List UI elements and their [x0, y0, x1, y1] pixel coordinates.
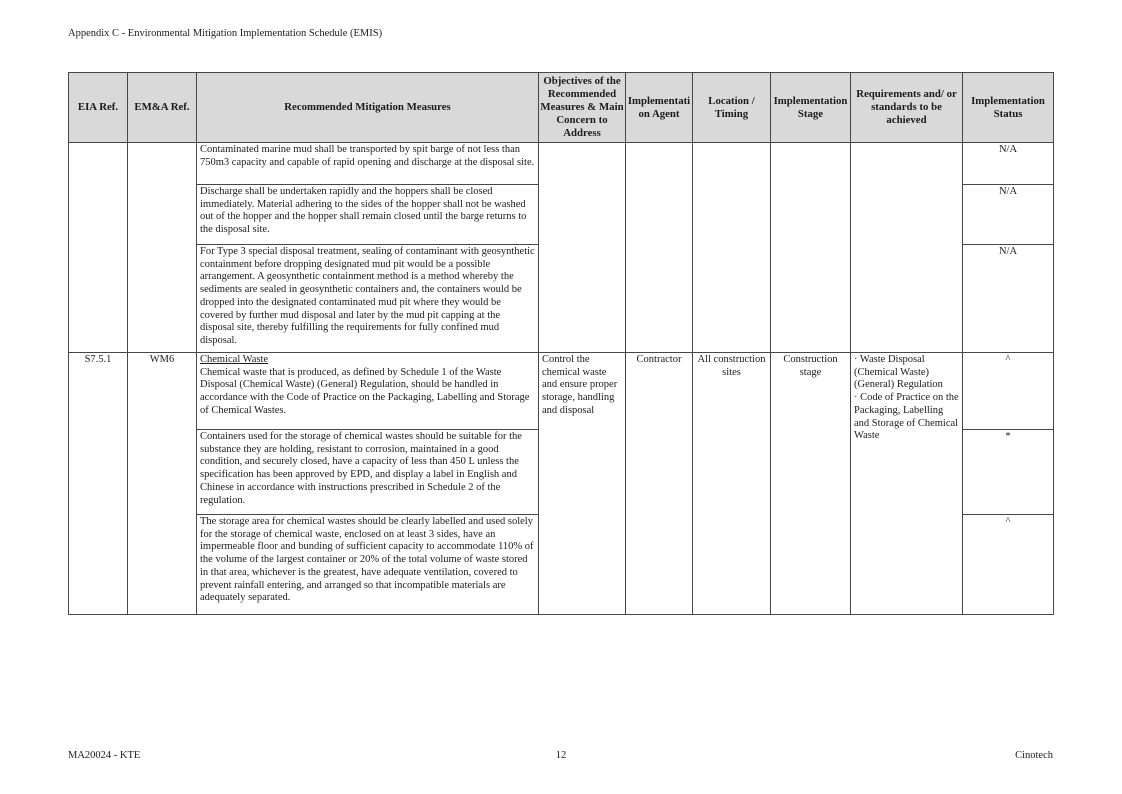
- cell-measure: Discharge shall be undertaken rapidly and the hoppers shall be closed immediately. Material adhering to the sides of the hopper shall not be washed out of the hopper and the hopper shall remain closed until the barge returns to the disposal site.: [197, 185, 539, 245]
- table-header-row: [69, 73, 1054, 143]
- cell-agent: [626, 143, 693, 353]
- measure-heading: Chemical Waste: [200, 354, 269, 365]
- cell-status: *: [963, 430, 1054, 515]
- cell-stage: Construction stage: [771, 353, 851, 615]
- cell-ema-ref: [128, 143, 197, 353]
- cell-status: N/A: [963, 245, 1054, 353]
- col-header-measures: Recommended Mitigation Measures: [197, 73, 539, 143]
- col-header-requirements: Requirements and/ or standards to be achieved: [851, 73, 963, 143]
- cell-status: N/A: [963, 185, 1054, 245]
- cell-measure: Contaminated marine mud shall be transported by spit barge of not less than 750m3 capacity and capable of rapid opening and discharge at the disposal site.: [197, 143, 539, 185]
- table-row: [69, 143, 1054, 185]
- cell-objectives: Control the chemical waste and ensure proper storage, handling and disposal: [539, 353, 626, 615]
- cell-eia-ref: S7.5.1: [69, 353, 128, 615]
- requirement-item: · Waste Disposal (Chemical Waste) (General) Regulation: [854, 354, 943, 391]
- col-header-agent: Implementation Agent: [626, 73, 693, 143]
- cell-eia-ref: [69, 143, 128, 353]
- cell-measure: For Type 3 special disposal treatment, sealing of contaminant with geosynthetic containment before dropping designated mud pit would be a possible arrangement. A geosynthetic containment method is a method whereby the sediments are sealed in geosynthetic containers and, the containers would be dropped into the designated contaminated mud pit where they would be covered by further mud disposal and later by the mud pit capping at the disposal site, thereby fulfilling the requirements for fully confined mud disposal.: [197, 245, 539, 353]
- cell-agent: Contractor: [626, 353, 693, 615]
- cell-status: ^: [963, 353, 1054, 430]
- cell-requirements: [851, 353, 963, 615]
- cell-objectives: [539, 143, 626, 353]
- col-header-objectives: Objectives of the Recommended Measures & Main Concern to Address: [539, 73, 626, 143]
- col-header-status: Implementation Status: [963, 73, 1054, 143]
- table-row: [69, 353, 1054, 430]
- footer-document-ref: MA20024 - KTE: [68, 750, 141, 761]
- cell-status: N/A: [963, 143, 1054, 185]
- cell-stage: [771, 143, 851, 353]
- emis-table: [68, 72, 1054, 615]
- cell-measure: The storage area for chemical wastes should be clearly labelled and used solely for the storage of chemical waste, enclosed on at least 3 sides, have an impermeable floor and bunding of sufficient capacity to accommodate 110% of the volume of the largest container or 20% of the total volume of waste stored in that area, whichever is the greatest, have adequate ventilation, covered to prevent rainfall entering, and arranged so that incompatible materials are adequately separated.: [197, 515, 539, 615]
- footer-company-name: Cinotech: [1015, 750, 1053, 761]
- col-header-eia-ref: EIA Ref.: [69, 73, 128, 143]
- cell-measure: Containers used for the storage of chemical wastes should be suitable for the substance they are holding, resistant to corrosion, maintained in a good condition, and securely closed, have a capacity of less than 450 L unless the specification has been approved by EPD, and display a label in English and Chinese in accordance with instructions prescribed in Schedule 2 of the regulation.: [197, 430, 539, 515]
- cell-location: [693, 143, 771, 353]
- cell-location: All construction sites: [693, 353, 771, 615]
- cell-requirements: [851, 143, 963, 353]
- cell-ema-ref: WM6: [128, 353, 197, 615]
- col-header-stage: Implementation Stage: [771, 73, 851, 143]
- page-title: Appendix C - Environmental Mitigation Implementation Schedule (EMIS): [68, 28, 383, 39]
- cell-measure: [197, 353, 539, 430]
- col-header-ema-ref: EM&A Ref.: [128, 73, 197, 143]
- measure-text: Chemical waste that is produced, as defined by Schedule 1 of the Waste Disposal (Chemical Waste) (General) Regulation, should be handled in accordance with the Code of Practice on the Packaging, Labelling and Storage of Chemical Wastes.: [200, 366, 530, 416]
- requirement-item: · Code of Practice on the Packaging, Labelling and Storage of Chemical Waste: [854, 392, 959, 442]
- cell-status: ^: [963, 515, 1054, 615]
- footer-page-number: 12: [555, 750, 567, 761]
- col-header-location-timing: Location / Timing: [693, 73, 771, 143]
